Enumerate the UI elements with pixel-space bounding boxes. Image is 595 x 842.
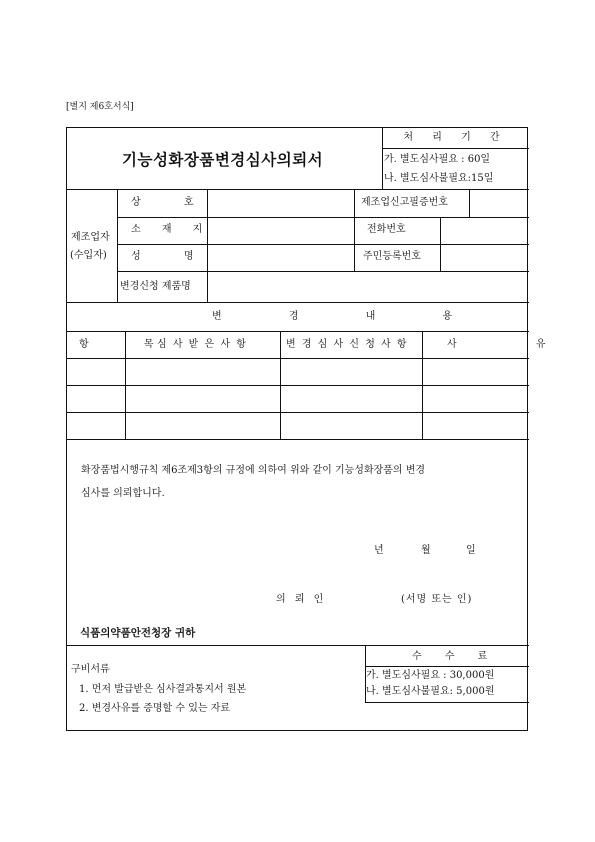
person-name-field[interactable] [208, 245, 354, 271]
column-requested: 변 경 심 사 신 청 사 항 [286, 339, 409, 350]
fee-b: 나. 별도심사불필요: 5,000원 [366, 686, 495, 697]
applicant-bottom [67, 302, 529, 303]
changes-header: 변 경 내 용 [212, 311, 485, 322]
attachment-item: 2. 변경사유를 증명할 수 있는 자료 [79, 703, 231, 714]
attachments-header: 구비서류 [71, 664, 110, 675]
fee-header: 수 수 료 [412, 651, 498, 662]
group-label-importer: (수입자) [70, 250, 107, 261]
form-title: 기능성화장품변경심사의뢰서 [122, 150, 324, 169]
changes-bottom [67, 439, 529, 440]
fee-a: 가. 별도심사필요 : 30,000원 [366, 670, 495, 681]
column-item: 항 목 [79, 339, 180, 350]
processing-header: 처 리 기 간 [403, 132, 508, 143]
product-name-field[interactable] [208, 272, 529, 302]
changes-entry-area[interactable] [67, 359, 529, 439]
changes-header-bottom [67, 331, 529, 332]
resident-number-field[interactable] [441, 245, 529, 271]
column-reviewed: 심 사 받 은 사 항 [157, 339, 248, 350]
processing-left [382, 128, 383, 189]
attachment-item: 1. 먼저 발급받은 심사결과통지서 원본 [79, 684, 247, 695]
report-number-label: 제조업신고필증번호 [361, 197, 448, 208]
recipient: 식품의약품안전청장 귀하 [80, 627, 196, 639]
statement-line-2: 심사를 의뢰합니다. [81, 488, 165, 499]
date-year: 년 [374, 545, 384, 556]
product-name-label: 변경신청 제품명 [120, 281, 191, 292]
fee-divider [365, 666, 529, 667]
value-col-right [354, 189, 355, 271]
person-name-label: 성 명 [131, 251, 214, 262]
phone-field[interactable] [441, 218, 529, 244]
date-day: 일 [466, 545, 476, 556]
phone-label: 전화번호 [367, 224, 406, 235]
requester-label: 의 뢰 인 [276, 594, 327, 605]
group-label-manufacturer: 제조업자 [71, 232, 110, 243]
fee-bottom [365, 702, 529, 703]
processing-divider [382, 148, 529, 149]
statement-bottom [67, 645, 529, 646]
statement-line-1: 화장품법시행규칙 제6조제3항의 규정에 의하여 위와 같이 기능성화장품의 변경 [81, 465, 426, 476]
application-form [66, 127, 584, 731]
column-reason: 사 유 [447, 339, 584, 350]
form-reference: [별지 제6호서식] [66, 102, 134, 112]
signature-label: (서명 또는 인) [401, 594, 473, 605]
company-name-field[interactable] [208, 190, 354, 217]
processing-period-b: 나. 별도심사불필요:15일 [384, 173, 494, 184]
group-label-right [117, 189, 118, 302]
processing-period-a: 가. 별도심사필요 : 60일 [384, 154, 491, 165]
resident-number-label: 주민등록번호 [363, 251, 421, 262]
address-label: 소 재 지 [131, 224, 212, 235]
company-name-label: 상 호 [131, 197, 214, 208]
address-field[interactable] [208, 218, 354, 244]
date-month: 월 [421, 545, 431, 556]
report-number-field[interactable] [470, 190, 529, 217]
